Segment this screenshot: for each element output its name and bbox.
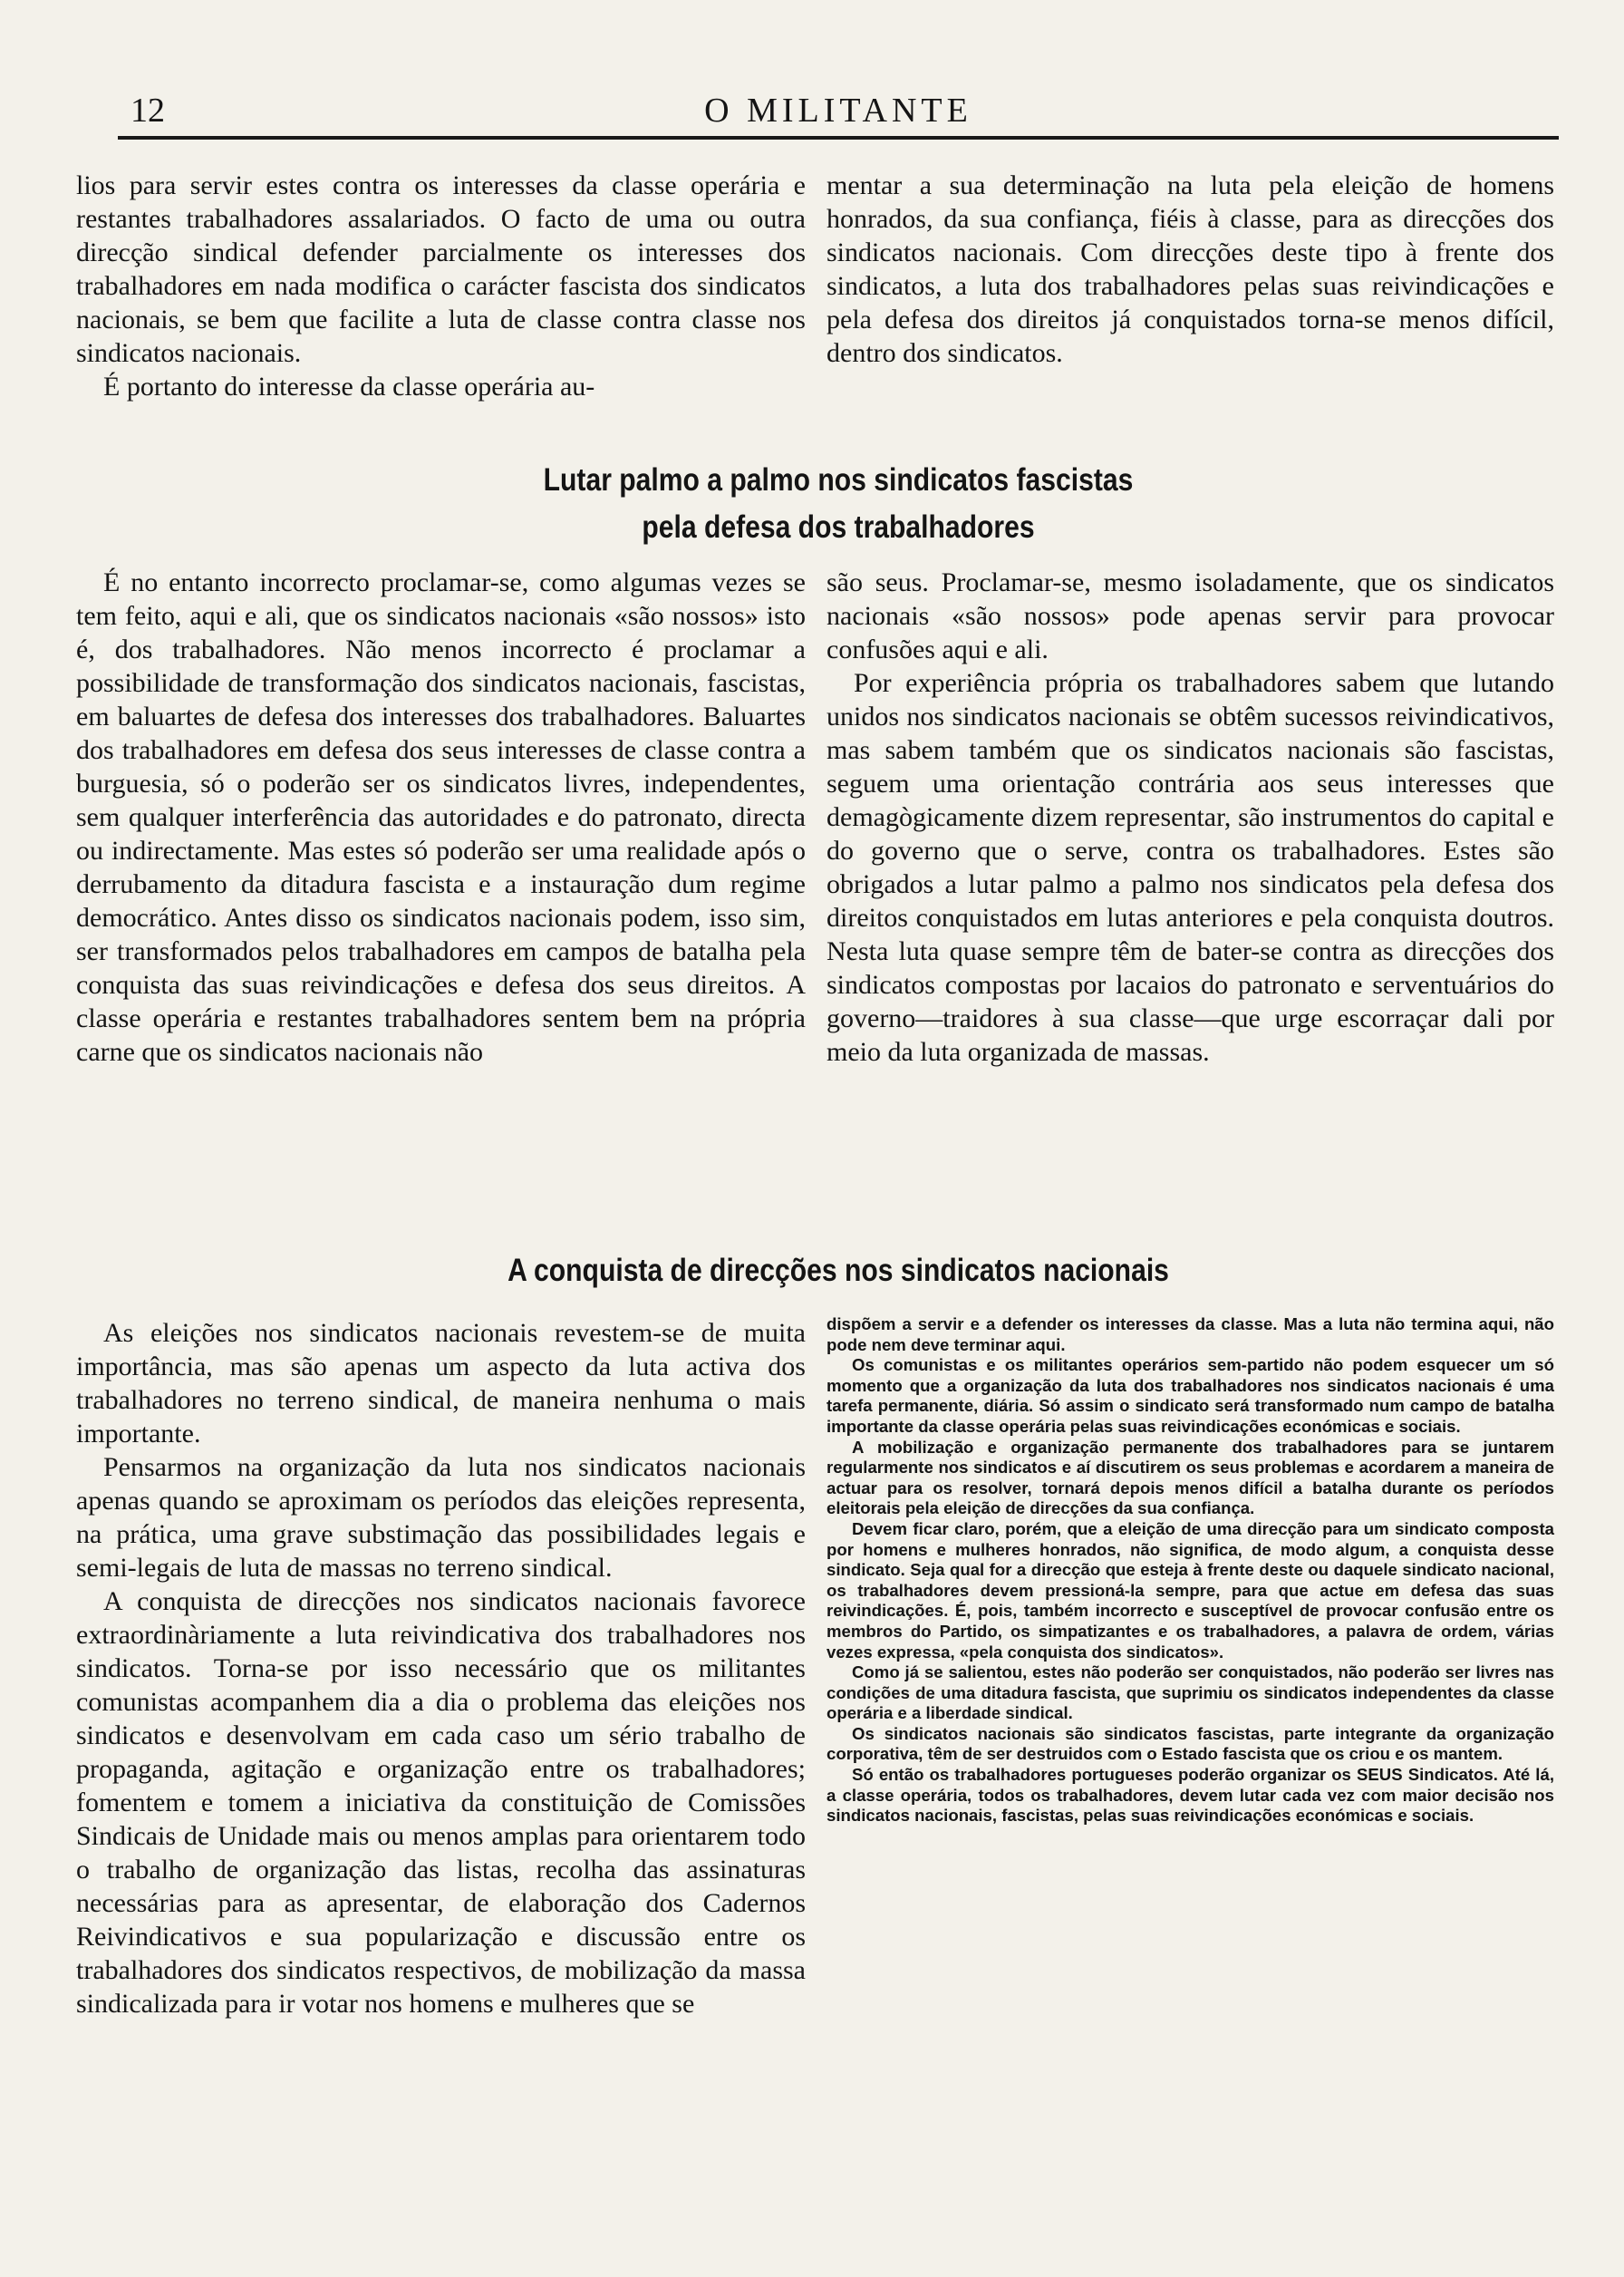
paragraph: Pensarmos na organização da luta nos sindicatos nacionais apenas quando se aproximam os períodos das eleições representa, na prática, uma grave substimação das possibilidades legais e semi-legais de luta de massas no terreno sindical. bbox=[76, 1452, 806, 1583]
paragraph: Os sindicatos nacionais são sindicatos fascistas, parte integrante da organização corporativa, têm de ser destruidos com o Estado fascista que os criou e os mantem. bbox=[826, 1723, 1554, 1764]
paragraph: Como já se salientou, estes não poderão ser conquistados, não poderão ser livres nas condições de uma ditadura fascista, que suprimiu os sindicatos independentes da classe operária e a liberdade sindical. bbox=[826, 1662, 1554, 1723]
paragraph: Os comunistas e os militantes operários sem-partido não podem esquecer um só momento que a organização da luta dos trabalhadores nos sindicatos nacionais é uma tarefa permanente, diária. Só assim o sindicato será transformado num campo de batalha importante da classe operária pelas suas reivindicações económicas e sociais. bbox=[826, 1355, 1554, 1436]
running-title: O MILITANTE bbox=[704, 92, 972, 130]
section1-right-column bbox=[826, 566, 1554, 1069]
paragraph: Por experiência própria os trabalhadores sabem que lutando unidos nos sindicatos nacionais se obtêm sucessos reivindicativos, mas sabem também que os sindicatos nacionais são fascistas, seguem uma orientação contrária aos seus interesses que demagògicamente dizem representar, são instrumentos do capital e do governo que o serve, contra os trabalhadores. Estes são obrigados a lutar palmo a palmo nos sindicatos pela defesa dos direitos conquistados em lutas anteriores e pela conquista doutros. Nesta luta quase sempre têm de bater-se contra as direcções dos sindicatos compostas por lacaios do patronato e serventuários do governo—traidores à sua classe—que urge escorraçar dali por meio da luta organizada de massas. bbox=[826, 668, 1554, 1067]
paragraph: Só então os trabalhadores portugueses poderão organizar os SEUS Sindicatos. Até lá, a classe operária, todos os trabalhadores, devem lutar cada vez com maior decisão nos sindicatos nacionais, fascistas, pelas suas reivindicações económicas e sociais. bbox=[826, 1765, 1554, 1826]
header-rule bbox=[118, 136, 1559, 140]
headline-line: Lutar palmo a palmo nos sindicatos fascistas bbox=[543, 462, 1134, 498]
section2-left-column bbox=[76, 1316, 806, 2020]
headline-line: pela defesa dos trabalhadores bbox=[642, 509, 1035, 545]
section1-headline bbox=[218, 457, 1457, 551]
section1-left-column bbox=[76, 566, 806, 1069]
paragraph: É portanto do interesse da classe operária au- bbox=[103, 372, 595, 402]
paragraph: são seus. Proclamar-se, mesmo isoladamente, que os sindicatos nacionais «são nossos» pode apenas servir para provocar confusões aqui e ali. bbox=[826, 567, 1554, 664]
intro-right-column bbox=[826, 169, 1554, 370]
page-number: 12 bbox=[130, 92, 165, 130]
paragraph: dispõem a servir e a defender os interesses da classe. Mas a luta não termina aqui, não pode nem deve terminar aqui. bbox=[826, 1314, 1554, 1354]
paragraph: mentar a sua determinação na luta pela eleição de homens honrados, da sua confiança, fiéis à classe, para as direcções dos sindicatos nacionais. Com direcções deste tipo à frente dos sindicatos, a luta dos trabalhadores pelas suas reivindicações e pela defesa dos direitos já conquistados torna-se menos difícil, dentro dos sindicatos. bbox=[826, 170, 1554, 368]
section2-right-column bbox=[826, 1314, 1554, 1826]
paragraph: É no entanto incorrecto proclamar-se, como algumas vezes se tem feito, aqui e ali, que os sindicatos nacionais «são nossos» isto é, dos trabalhadores. Não menos incorrecto é proclamar a possibilidade de transformação dos sindicatos nacionais, fascistas, em baluartes de defesa dos interesses dos trabalhadores. Baluartes dos trabalhadores em defesa dos seus interesses de classe contra a burguesia, só o poderão ser os sindicatos livres, independentes, sem qualquer interferência das autoridades e do patronato, directa ou indirectamente. Mas estes só poderão ser uma realidade após o derrubamento da ditadura fascista e a instauração dum regime democrático. Antes disso os sindicatos nacionais podem, isso sim, ser transformados pelos trabalhadores em campos de batalha pela conquista das suas reivindicações e defesa dos seus direitos. A classe operária e restantes trabalhadores sentem bem na própria carne que os sindicatos nacionais não bbox=[76, 567, 806, 1067]
paragraph: As eleições nos sindicatos nacionais revestem-se de muita importância, mas são apenas um aspecto da luta activa dos trabalhadores no terreno sindical, de maneira nenhuma o mais importante. bbox=[76, 1318, 806, 1449]
paragraph: A conquista de direcções nos sindicatos nacionais favorece extraordinàriamente a luta reivindicativa dos trabalhadores nos sindicatos. Torna-se por isso necessário que os militantes comunistas acompanhem dia a dia o problema das eleições nos sindicatos e desenvolvam em cada caso um sério trabalho de propaganda, agitação e organização entre os trabalhadores; fomentem e tomem a iniciativa da constituição de Comissões Sindicais de Unidade mais ou menos amplas para orientarem todo o trabalho de organização das listas, recolha das assinaturas necessárias para as apresentar, de elaboração dos Cadernos Reivindicativos e sua popularização e discussão entre os trabalhadores dos sindicatos respectivos, de mobilização da massa sindicalizada para ir votar nos homens e mulheres que se bbox=[76, 1586, 806, 2019]
section2-headline bbox=[218, 1247, 1457, 1294]
headline-line: A conquista de direcções nos sindicatos nacionais bbox=[508, 1253, 1169, 1288]
intro-left-column bbox=[76, 169, 806, 403]
paragraph: lios para servir estes contra os interesses da classe operária e restantes trabalhadores assalariados. O facto de uma ou outra direcção sindical defender parcialmente os interesses dos trabalhadores em nada modifica o carácter fascista dos sindicatos nacionais, se bem que facilite a luta de classe contra classe nos sindicatos nacionais. bbox=[76, 170, 806, 368]
page-header bbox=[118, 80, 1559, 141]
paragraph: A mobilização e organização permanente dos trabalhadores para se juntarem regularmente nos sindicatos e aí discutirem os seus problemas e acordarem a maneira de actuar para os resolver, tornará depois menos difícil a batalha durante os períodos eleitorais pela eleição de direcções da sua confiança. bbox=[826, 1437, 1554, 1518]
paragraph: Devem ficar claro, porém, que a eleição de uma direcção para um sindicato composta por homens e mulheres honrados, não significa, de modo algum, a conquista desse sindicato. Seja qual for a direcção que esteja à frente deste ou daquele sindicato nacional, os trabalhadores devem pressioná-la sempre, para que actue em defesa das suas reivindicações. É, pois, também incorrecto e susceptível de provocar confusão entre os membros do Partido, os simpatizantes e os trabalhadores, a palavra de ordem, várias vezes expressa, «pela conquista dos sindicatos». bbox=[826, 1518, 1554, 1662]
